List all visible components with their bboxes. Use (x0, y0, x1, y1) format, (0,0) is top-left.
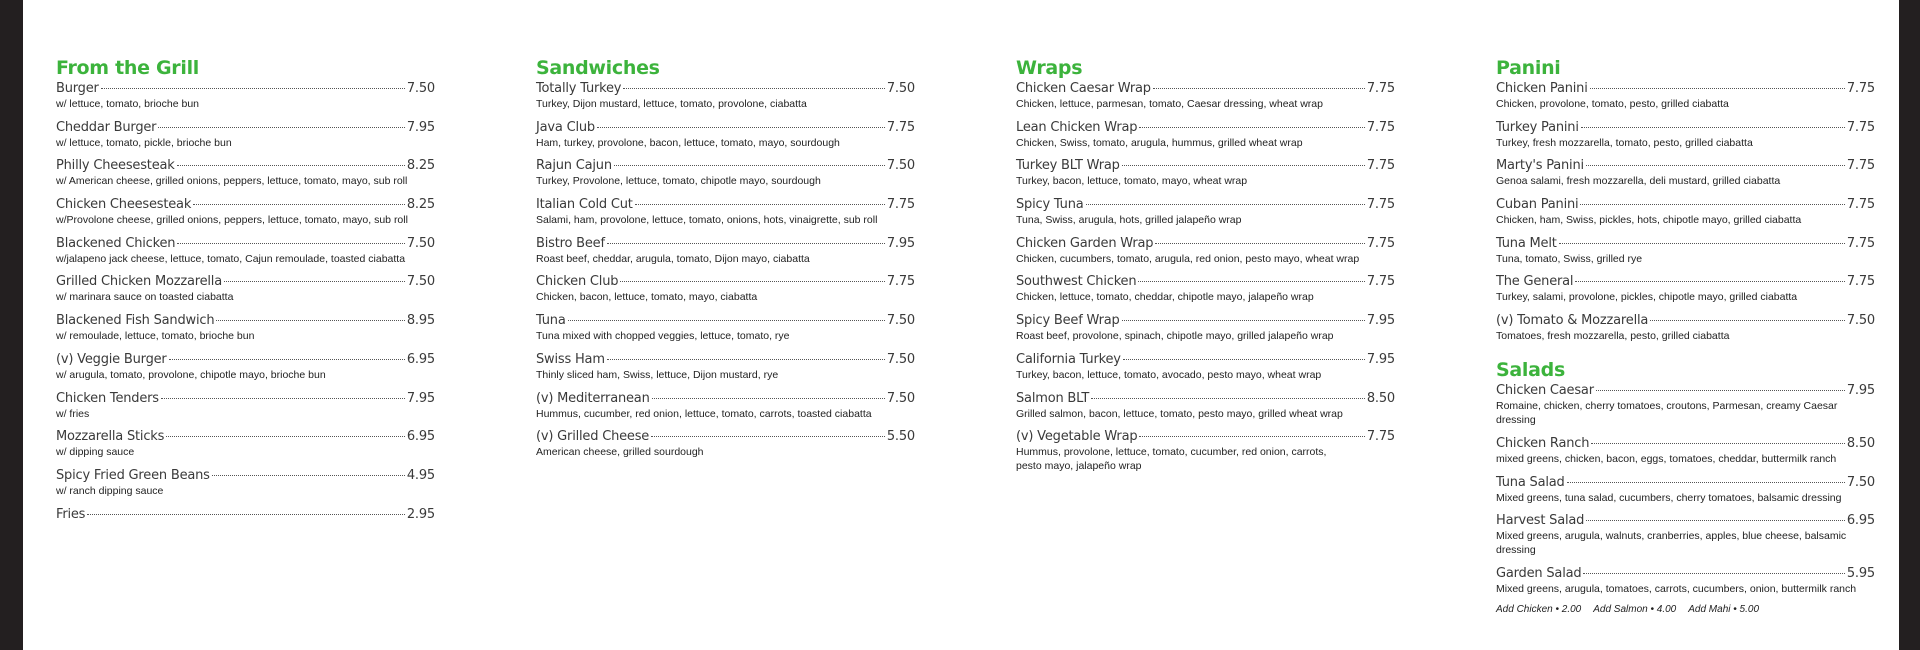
menu-item (536, 312, 915, 343)
menu-item-price: 7.95 (886, 235, 915, 251)
dot-leader (193, 204, 405, 205)
menu-item (1496, 435, 1875, 466)
menu-item-price: 5.50 (886, 429, 915, 445)
menu-item-row (56, 119, 435, 136)
menu-item-description: w/ dipping sauce (56, 446, 135, 459)
menu-item-price: 7.50 (886, 351, 915, 367)
menu-item-row (56, 235, 435, 252)
dot-leader (216, 320, 404, 321)
menu-item (1016, 119, 1395, 150)
menu-item-price: 7.50 (1846, 313, 1875, 329)
dot-leader (607, 359, 885, 360)
dot-leader (652, 398, 885, 399)
dot-leader (620, 281, 885, 282)
menu-item-row (56, 467, 435, 484)
menu-item-price: 7.75 (1366, 429, 1395, 445)
menu-item-price: 7.75 (886, 274, 915, 290)
menu-item-name: Chicken Caesar Wrap (1016, 81, 1151, 96)
menu-item-price: 7.50 (886, 158, 915, 174)
menu-item-description: Thinly sliced ham, Swiss, lettuce, Dijon mustard, rye (536, 368, 779, 381)
menu-item (56, 428, 435, 459)
menu-item-description: Chicken, cucumbers, tomato, arugula, red onion, pesto mayo, wheat wrap (1016, 252, 1360, 265)
menu-item (1496, 273, 1875, 304)
menu-item (1496, 565, 1875, 596)
menu-item-row (56, 351, 435, 368)
menu-item-description: Chicken, ham, Swiss, pickles, hots, chipotle mayo, grilled ciabatta (1496, 214, 1802, 227)
menu-item-name: Marty's Panini (1496, 158, 1584, 174)
menu-item-price: 8.50 (1846, 435, 1875, 451)
menu-item-name: Tuna Salad (1496, 474, 1565, 490)
menu-item-description-line: Hummus, provolone, lettuce, tomato, cucumber, red onion, carrots, (1016, 446, 1327, 459)
menu-item-name: Spicy Beef Wrap (1016, 313, 1120, 329)
dot-leader (1590, 88, 1845, 89)
menu-item-name: Chicken Garden Wrap (1016, 235, 1154, 251)
column-sandwiches (536, 56, 915, 467)
menu-item-description (1016, 445, 1395, 473)
menu-item-name: The General (1496, 274, 1574, 290)
dot-leader (1122, 320, 1365, 321)
menu-item-name: (v) Veggie Burger (56, 351, 167, 367)
menu-item (536, 428, 915, 459)
menu-item-row (56, 428, 435, 445)
menu-item-name: Italian Cold Cut (536, 197, 633, 213)
menu-item (56, 312, 435, 343)
menu-item (1016, 390, 1395, 421)
addon-option: Add Salmon • 4.00 (1593, 603, 1677, 615)
dot-leader (1139, 436, 1364, 437)
dot-leader (1650, 320, 1845, 321)
menu-item (536, 273, 915, 304)
menu-item-name: Southwest Chicken (1016, 274, 1137, 290)
menu-item (1016, 235, 1395, 266)
menu-item-price: 7.75 (1366, 235, 1395, 251)
menu-item (56, 119, 435, 150)
menu-item-name: Chicken Panini (1496, 81, 1588, 96)
menu-item-price: 8.25 (406, 197, 435, 213)
menu-item (1496, 512, 1875, 557)
menu-item-name: Burger (56, 81, 99, 96)
menu-item (56, 390, 435, 421)
menu-item-row (1496, 273, 1875, 290)
menu-item-price: 7.75 (1846, 158, 1875, 174)
dot-leader (1139, 127, 1365, 128)
menu-item-name: Chicken Cheesesteak (56, 197, 192, 213)
menu-item-price: 7.75 (1846, 235, 1875, 251)
menu-item-row (1016, 312, 1395, 329)
menu-item-price: 7.95 (406, 119, 435, 135)
menu-item (1496, 119, 1875, 150)
menu-item-price: 7.75 (1366, 274, 1395, 290)
menu-item-row (56, 196, 435, 213)
menu-item-price: 7.75 (1846, 81, 1875, 96)
menu-item-price: 7.50 (886, 313, 915, 329)
menu-item-description: Tomatoes, fresh mozzarella, pesto, grilled ciabatta (1496, 330, 1730, 343)
menu-item-description: Turkey, Provolone, lettuce, tomato, chipotle mayo, sourdough (536, 175, 821, 188)
menu-item-description: Turkey, Dijon mustard, lettuce, tomato, provolone, ciabatta (536, 98, 807, 110)
menu-item-price: 6.95 (406, 429, 435, 445)
menu-item (536, 235, 915, 266)
menu-item (1016, 157, 1395, 188)
menu-item-row (1016, 157, 1395, 174)
dot-leader (1091, 398, 1365, 399)
menu-item-description: Chicken, lettuce, tomato, cheddar, chipotle mayo, jalapeño wrap (1016, 291, 1314, 304)
menu-item-price: 2.95 (406, 506, 435, 522)
menu-item (56, 351, 435, 382)
menu-item-name: Mozzarella Sticks (56, 429, 165, 445)
dot-leader (1586, 165, 1845, 166)
menu-item-price: 7.75 (1366, 81, 1395, 96)
menu-item-description (56, 523, 435, 537)
menu-item-price: 7.50 (406, 81, 435, 96)
dot-leader (1580, 204, 1844, 205)
menu-item-row (536, 119, 915, 136)
menu-item-price: 7.50 (886, 81, 915, 96)
salad-addons (1496, 604, 1875, 615)
dot-leader (1596, 390, 1845, 391)
menu-item-name: Chicken Club (536, 274, 619, 290)
menu-item-name: Blackened Chicken (56, 235, 176, 251)
menu-item-price: 7.75 (1846, 274, 1875, 290)
menu-item-price: 7.75 (886, 197, 915, 213)
menu-item-name: Fries (56, 506, 86, 522)
menu-item-name: Cuban Panini (1496, 197, 1579, 213)
menu-item-price: 7.95 (1366, 313, 1395, 329)
menu-item-name: Turkey Panini (1496, 119, 1579, 135)
dot-leader (1153, 88, 1365, 89)
dot-leader (1575, 281, 1845, 282)
menu-item-row (536, 273, 915, 290)
section-title: Sandwiches (536, 57, 660, 79)
menu-item-description: w/ arugula, tomato, provolone, chipotle mayo, brioche bun (56, 368, 326, 381)
menu-item-description: Ham, turkey, provolone, bacon, lettuce, tomato, mayo, sourdough (536, 136, 840, 149)
dot-leader (1122, 165, 1365, 166)
menu-item-description: w/ fries (56, 407, 90, 420)
menu-item (1016, 312, 1395, 343)
menu-item-row (1016, 273, 1395, 290)
menu-item-price: 7.95 (406, 390, 435, 406)
menu-item-row (536, 235, 915, 252)
menu-item-row (536, 157, 915, 174)
menu-item-name: (v) Mediterranean (536, 390, 650, 406)
menu-item-name: Turkey BLT Wrap (1016, 158, 1120, 174)
menu-item-row (1496, 565, 1875, 582)
dot-leader (1567, 482, 1845, 483)
menu-item-name: Grilled Chicken Mozzarella (56, 274, 222, 290)
menu-item (1496, 474, 1875, 505)
dot-leader (568, 320, 885, 321)
menu-item-description: Tuna, tomato, Swiss, grilled rye (1496, 252, 1643, 265)
menu-item-name: (v) Vegetable Wrap (1016, 429, 1138, 445)
menu-item (536, 119, 915, 150)
menu-item (1496, 312, 1875, 343)
menu-item-row (1496, 435, 1875, 452)
menu-item-description: Grilled salmon, bacon, lettuce, tomato, pesto mayo, grilled wheat wrap (1016, 407, 1343, 420)
dot-leader (161, 398, 405, 399)
menu-item-description: w/ marinara sauce on toasted ciabatta (56, 291, 234, 304)
menu-item-description: Turkey, bacon, lettuce, tomato, mayo, wheat wrap (1016, 175, 1248, 188)
menu-item-name: Harvest Salad (1496, 513, 1585, 529)
dot-leader (101, 88, 405, 89)
menu-item-description: Genoa salami, fresh mozzarella, deli mustard, grilled ciabatta (1496, 175, 1781, 188)
section-title: Salads (1496, 359, 1565, 382)
dot-leader (623, 88, 885, 89)
menu-item (1016, 80, 1395, 111)
menu-item-row (1016, 351, 1395, 368)
menu-item-price: 8.50 (1366, 390, 1395, 406)
menu-item (56, 80, 435, 111)
menu-item-row (1496, 474, 1875, 491)
menu-item-description: Chicken, lettuce, parmesan, tomato, Caesar dressing, wheat wrap (1016, 98, 1323, 110)
menu-item-price: 7.50 (886, 390, 915, 406)
menu-item-description: American cheese, grilled sourdough (536, 446, 704, 459)
dot-leader (614, 165, 885, 166)
menu-item-row (1016, 235, 1395, 252)
menu-item-price: 7.75 (1366, 197, 1395, 213)
menu-item-description: w/ American cheese, grilled onions, peppers, lettuce, tomato, mayo, sub roll (56, 175, 408, 188)
menu-item-price: 7.75 (886, 119, 915, 135)
menu-item-row (56, 80, 435, 97)
menu-item-name: Tuna Melt (1496, 235, 1557, 251)
dot-leader (1138, 281, 1364, 282)
menu-item-row (1016, 119, 1395, 136)
menu-item-row (56, 390, 435, 407)
menu-item-description: Roast beef, provolone, spinach, chipotle mayo, grilled jalapeño wrap (1016, 330, 1334, 343)
menu-item-row (536, 312, 915, 329)
column-grill (56, 56, 435, 544)
menu-item-description: w/ lettuce, tomato, brioche bun (56, 98, 199, 110)
menu-item-description: w/ lettuce, tomato, pickle, brioche bun (56, 136, 232, 149)
menu-item (536, 80, 915, 111)
menu-item (1496, 196, 1875, 227)
menu-item-name: Salmon BLT (1016, 390, 1090, 406)
menu-item-price: 7.95 (1366, 351, 1395, 367)
section-title: From the Grill (56, 57, 200, 79)
menu-item-row (1016, 390, 1395, 407)
menu-item-price: 6.95 (1846, 513, 1875, 529)
dot-leader (177, 165, 405, 166)
menu-item-row (56, 506, 435, 523)
menu-item (56, 235, 435, 266)
dot-leader (1086, 204, 1365, 205)
menu-item (56, 157, 435, 188)
menu-item (56, 273, 435, 304)
menu-item-price: 7.75 (1846, 119, 1875, 135)
menu-item (1016, 428, 1395, 473)
menu-item (536, 196, 915, 227)
dot-leader (1583, 573, 1844, 574)
menu-item-name: Chicken Ranch (1496, 435, 1590, 451)
menu-item-name: Spicy Tuna (1016, 197, 1084, 213)
menu-item (1016, 196, 1395, 227)
menu-item-description: w/jalapeno jack cheese, lettuce, tomato, Cajun remoulade, toasted ciabatta (56, 252, 406, 265)
menu-item-name: Chicken Tenders (56, 390, 159, 406)
menu-item (56, 467, 435, 498)
column-wraps (1016, 56, 1395, 481)
menu-item-description: Roast beef, cheddar, arugula, tomato, Dijon mayo, ciabatta (536, 252, 810, 265)
menu-item-description: mixed greens, chicken, bacon, eggs, tomatoes, cheddar, buttermilk ranch (1496, 452, 1837, 465)
menu-item-name: Spicy Fried Green Beans (56, 467, 210, 483)
menu-item-name: Blackened Fish Sandwich (56, 313, 215, 329)
menu-item-row (1016, 196, 1395, 213)
menu-item (1016, 273, 1395, 304)
menu-item-row (1496, 157, 1875, 174)
menu-item (536, 157, 915, 188)
menu-item-row (1496, 196, 1875, 213)
menu-item-description: Chicken, bacon, lettuce, tomato, mayo, ciabatta (536, 291, 758, 304)
menu-item-name: Garden Salad (1496, 565, 1582, 581)
menu-item-description: Mixed greens, tuna salad, cucumbers, cherry tomatoes, balsamic dressing (1496, 491, 1842, 504)
menu-item-description: Tuna, Swiss, arugula, hots, grilled jalapeño wrap (1016, 214, 1242, 227)
menu-item (1496, 80, 1875, 111)
dot-leader (635, 204, 885, 205)
menu-item-description: Turkey, salami, provolone, pickles, chipotle mayo, grilled ciabatta (1496, 291, 1798, 304)
menu-page (23, 0, 1899, 650)
menu-item-row (536, 196, 915, 213)
menu-item-price: 8.95 (406, 313, 435, 329)
menu-item-name: Lean Chicken Wrap (1016, 119, 1138, 135)
menu-item (1496, 235, 1875, 266)
menu-item-price: 4.95 (406, 467, 435, 483)
menu-item-row (1016, 428, 1395, 445)
menu-item-name: California Turkey (1016, 351, 1121, 367)
menu-item-name: Tuna (536, 313, 566, 329)
menu-item-name: Totally Turkey (536, 81, 622, 96)
menu-item-description: Romaine, chicken, cherry tomatoes, croutons, Parmesan, creamy Caesar dressing (1496, 400, 1838, 427)
section-title: Wraps (1016, 57, 1083, 79)
menu-item-price: 7.95 (1846, 383, 1875, 399)
dot-leader (224, 281, 405, 282)
menu-item-name: Swiss Ham (536, 351, 605, 367)
dot-leader (166, 436, 405, 437)
menu-item-price: 7.75 (1366, 158, 1395, 174)
dot-leader (87, 514, 405, 515)
menu-item-description-line: pesto mayo, jalapeño wrap (1016, 460, 1142, 473)
menu-item-price: 5.95 (1846, 565, 1875, 581)
menu-item-row (536, 80, 915, 97)
menu-item (1496, 382, 1875, 427)
menu-item (1496, 157, 1875, 188)
menu-item-name: Cheddar Burger (56, 119, 157, 135)
menu-item-price: 7.50 (406, 235, 435, 251)
dot-leader (651, 436, 885, 437)
menu-item-name: Rajun Cajun (536, 158, 612, 174)
menu-item-price: 7.75 (1366, 119, 1395, 135)
menu-item-name: Java Club (536, 119, 595, 135)
menu-item-description: Turkey, bacon, lettuce, tomato, avocado, pesto mayo, wheat wrap (1016, 368, 1322, 381)
dot-leader (169, 359, 405, 360)
menu-item (536, 351, 915, 382)
menu-item (56, 506, 435, 537)
menu-item-description: Chicken, Swiss, tomato, arugula, hummus, grilled wheat wrap (1016, 136, 1303, 149)
dot-leader (1559, 243, 1845, 244)
menu-item-description: w/ ranch dipping sauce (56, 484, 164, 497)
menu-item-row (1496, 312, 1875, 329)
dot-leader (158, 127, 405, 128)
dot-leader (607, 243, 885, 244)
menu-item-row (536, 351, 915, 368)
dot-leader (1123, 359, 1365, 360)
menu-item-row (1496, 512, 1875, 529)
dot-leader (1155, 243, 1365, 244)
menu-item-row (1496, 80, 1875, 97)
menu-item-description: Hummus, cucumber, red onion, lettuce, tomato, carrots, toasted ciabatta (536, 407, 872, 420)
section-title: Panini (1496, 57, 1561, 79)
menu-item (536, 390, 915, 421)
menu-item-name: Philly Cheesesteak (56, 158, 175, 174)
menu-item-price: 7.50 (406, 274, 435, 290)
menu-item-price: 7.75 (1846, 197, 1875, 213)
menu-item-name: (v) Grilled Cheese (536, 429, 650, 445)
menu-item-row (56, 273, 435, 290)
menu-item-description: w/ remoulade, lettuce, tomato, brioche bun (56, 330, 255, 343)
menu-item-name: (v) Tomato & Mozzarella (1496, 313, 1649, 329)
menu-item (1016, 351, 1395, 382)
menu-item-row (1496, 235, 1875, 252)
addon-option: Add Chicken • 2.00 (1496, 603, 1582, 615)
menu-item-row (56, 312, 435, 329)
menu-item-row (536, 390, 915, 407)
menu-item (56, 196, 435, 227)
dot-leader (177, 243, 405, 244)
addon-option: Add Mahi • 5.00 (1688, 603, 1760, 615)
menu-item-price: 8.25 (406, 158, 435, 174)
menu-item-description: Chicken, provolone, tomato, pesto, grilled ciabatta (1496, 98, 1729, 110)
menu-item-description: Mixed greens, arugula, walnuts, cranberries, apples, blue cheese, balsamic dressing (1496, 530, 1847, 557)
menu-item-description: Mixed greens, arugula, tomatoes, carrots, cucumbers, onion, buttermilk ranch (1496, 582, 1857, 595)
menu-item-row (1016, 80, 1395, 97)
dot-leader (1586, 520, 1845, 521)
dot-leader (212, 475, 405, 476)
column-panini-salads (1496, 56, 1875, 615)
dot-leader (1591, 443, 1845, 444)
menu-item-description: Salami, ham, provolone, lettuce, tomato, onions, hots, vinaigrette, sub roll (536, 214, 878, 227)
menu-item-name: Chicken Caesar (1496, 383, 1594, 399)
menu-item-price: 7.50 (1846, 474, 1875, 490)
menu-item-row (56, 157, 435, 174)
menu-item-row (536, 428, 915, 445)
menu-item-description: Turkey, fresh mozzarella, tomato, pesto, grilled ciabatta (1496, 136, 1753, 149)
menu-item-name: Bistro Beef (536, 235, 605, 251)
menu-item-description: w/Provolone cheese, grilled onions, peppers, lettuce, tomato, mayo, sub roll (56, 214, 408, 227)
dot-leader (1581, 127, 1845, 128)
menu-item-price: 6.95 (406, 351, 435, 367)
menu-item-description: Tuna mixed with chopped veggies, lettuce, tomato, rye (536, 330, 790, 343)
menu-item-row (1496, 119, 1875, 136)
menu-item-row (1496, 382, 1875, 399)
dot-leader (597, 127, 885, 128)
